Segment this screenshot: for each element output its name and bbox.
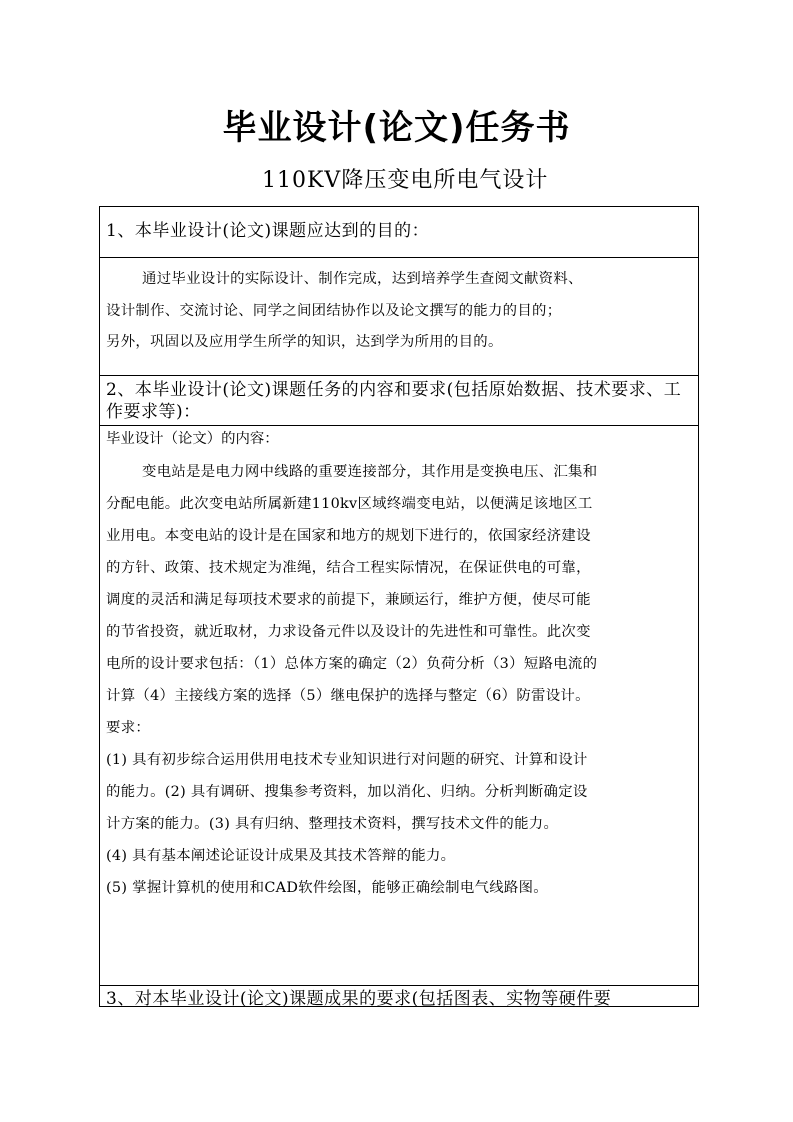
content-line: 电所的设计要求包括：（1）总体方案的确定（2）负荷分析（3）短路电流的 <box>106 656 598 672</box>
section1-line: 另外，巩固以及应用学生所学的知识，达到学为所用的目的。 <box>106 334 503 350</box>
section1-body <box>100 257 698 375</box>
content-line: 业用电。本变电站的设计是在国家和地方的规划下进行的，依国家经济建设 <box>106 528 591 544</box>
content-line: 分配电能。此次变电站所属新建110kv区域终端变电站，以便满足该地区工 <box>106 496 593 512</box>
section1-line: 通过毕业设计的实际设计、制作完成，达到培养学生查阅文献资料、 <box>142 271 583 287</box>
requirement-line: (1) 具有初步综合运用供用电技术专业知识进行对问题的研究、计算和设计 <box>106 752 588 768</box>
section3-heading-text: 3、对本毕业设计(论文)课题成果的要求(包括图表、实物等硬件要 <box>106 989 612 1007</box>
content-line: 计算（4）主接线方案的选择（5）继电保护的选择与整定（6）防雷设计。 <box>106 688 590 704</box>
content-line: 调度的灵活和满足每项技术要求的前提下，兼顾运行，维护方便，使尽可能 <box>106 592 591 608</box>
section3-heading <box>100 985 698 1007</box>
section2-body <box>100 425 698 985</box>
document-subtitle: 110KV降压变电所电气设计 <box>262 168 549 193</box>
section1-heading-text: 1、本毕业设计(论文)课题应达到的目的： <box>106 221 430 241</box>
requirement-line: (4) 具有基本阐述论证设计成果及其技术答辩的能力。 <box>106 848 456 864</box>
section1-heading <box>100 207 698 257</box>
content-line: 的节省投资，就近取材，力求设备元件以及设计的先进性和可靠性。此次变 <box>106 624 591 640</box>
requirement-line: 计方案的能力。(3) 具有归纳、整理技术资料，撰写技术文件的能力。 <box>106 816 559 832</box>
document-title: 毕业设计(论文)任务书 <box>222 108 571 148</box>
section2-heading-text: 2、本毕业设计(论文)课题任务的内容和要求(包括原始数据、技术要求、工作要求等)： <box>106 380 682 422</box>
requirement-line: 的能力。(2) 具有调研、搜集参考资料，加以消化、归纳。分析判断确定设 <box>106 784 588 800</box>
task-table <box>99 206 699 1007</box>
requirement-line: (5) 掌握计算机的使用和CAD软件绘图，能够正确绘制电气线路图。 <box>106 880 548 896</box>
content-line: 变电站是是电力网中线路的重要连接部分，其作用是变换电压、汇集和 <box>142 464 598 480</box>
section2-heading <box>100 375 698 425</box>
content-label: 毕业设计（论文）的内容： <box>106 431 279 447</box>
content-line: 的方针、政策、技术规定为准绳，结合工程实际情况，在保证供电的可靠， <box>106 560 591 576</box>
section1-line: 设计制作、交流讨论、同学之间团结协作以及论文撰写的能力的目的； <box>106 302 562 319</box>
requirements-label: 要求： <box>106 720 151 736</box>
